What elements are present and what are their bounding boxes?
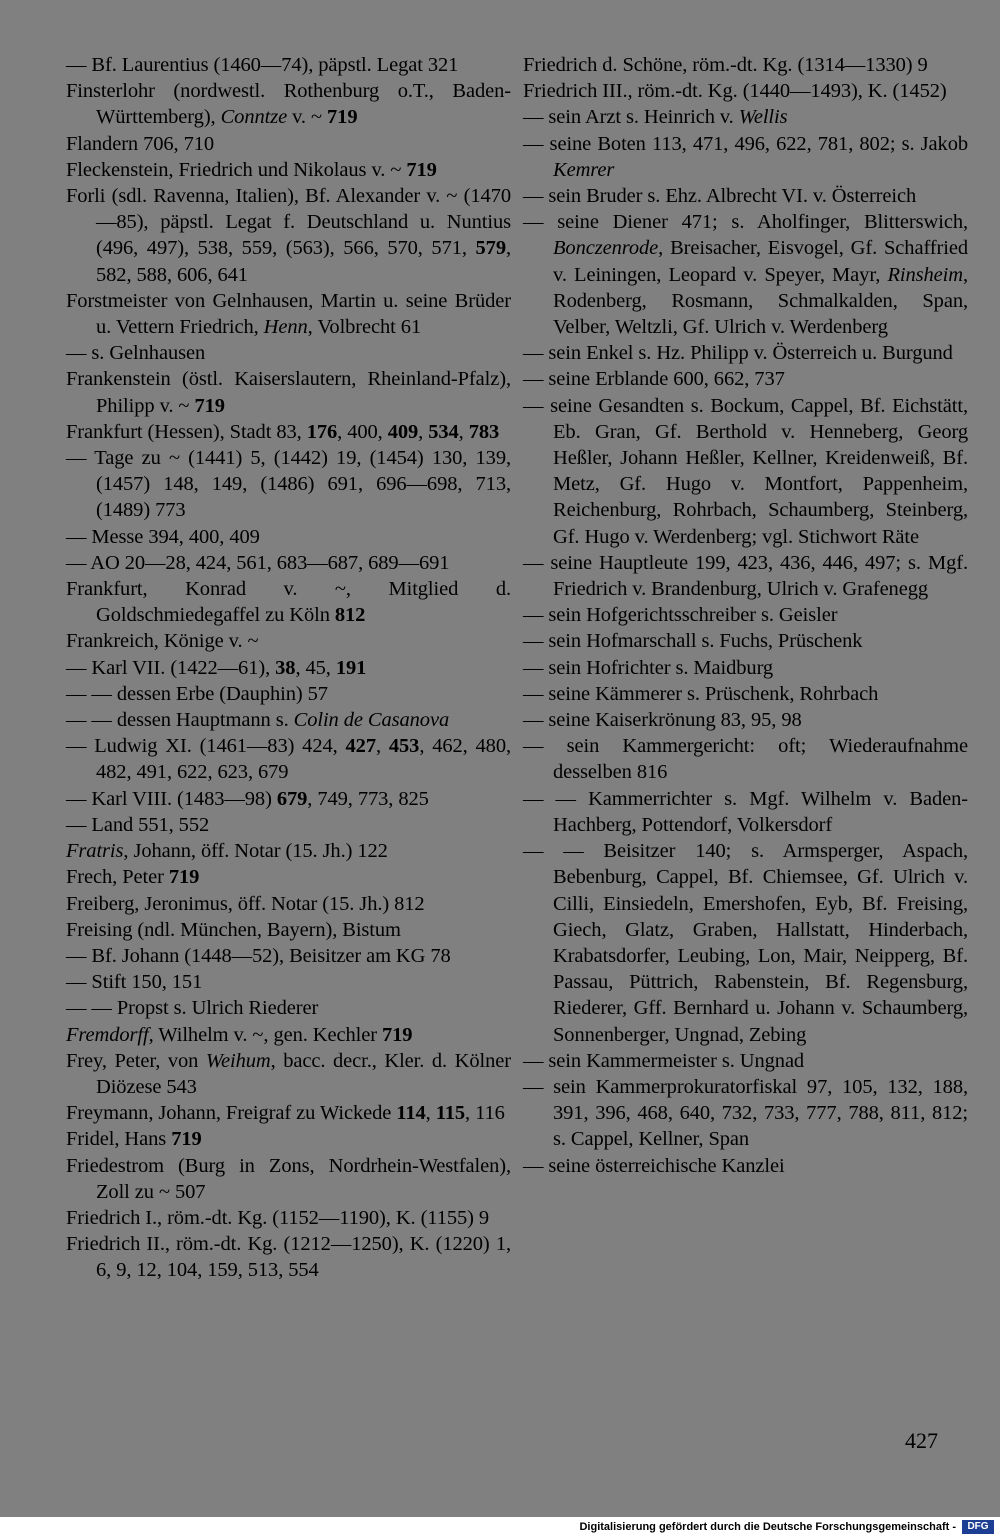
- index-entry: [523, 209, 968, 340]
- index-entry: [66, 1126, 511, 1152]
- entry-text: Fleckenstein, Friedrich und Nikolaus v. ~: [66, 158, 407, 181]
- page-ref-bold: 534: [428, 420, 459, 443]
- page-ref-bold: 719: [168, 866, 200, 889]
- index-entry: [523, 707, 968, 733]
- index-entry: [66, 366, 511, 418]
- index-entry: [66, 628, 511, 654]
- entry-text: , 749, 773, 825: [307, 787, 429, 810]
- entry-text: Friedrich d. Schöne, röm.-dt. Kg. (1314—1330) 9: [523, 54, 928, 76]
- page-ref-bold: 409: [387, 420, 419, 443]
- page-ref-bold: 719: [382, 1023, 413, 1046]
- entry-text: — sein Hofmarschall s. Fuchs, Prüschenk: [523, 630, 863, 653]
- name-italic: Conntze: [220, 106, 288, 129]
- entry-text: — — dessen Hauptmann s.: [66, 709, 294, 732]
- index-entry: [523, 550, 968, 602]
- entry-text: — Bf. Johann (1448—52), Beisitzer am KG 78: [66, 944, 451, 967]
- index-entry: [66, 707, 511, 733]
- index-entry: [66, 445, 511, 524]
- index-entry: [66, 864, 511, 890]
- index-entry: [523, 1074, 968, 1153]
- entry-text: , Breisacher, Eisvogel, Gf. Schaffried v. Leiningen, Leopard v. Speyer, Mayr,: [553, 237, 968, 286]
- page-ref-bold: 176: [306, 420, 338, 443]
- name-italic: Henn: [263, 316, 308, 339]
- index-entry: [523, 602, 968, 628]
- entry-text: Freymann, Johann, Freigraf zu Wickede: [66, 1102, 397, 1125]
- entry-text: Frankfurt (Hessen), Stadt 83,: [66, 420, 307, 443]
- entry-text: — Messe 394, 400, 409: [66, 525, 260, 548]
- entry-text: Frankreich, Könige v. ~: [66, 630, 259, 653]
- index-column-right: [523, 52, 968, 1179]
- entry-text: Forli (sdl. Ravenna, Italien), Bf. Alexander v. ~ (1470—85), päpstl. Legat f. Deutschland u. Nuntius (496, 497), 538, 559, (563), 566, 570, 571,: [66, 185, 511, 260]
- entry-text: — sein Arzt s. Heinrich v.: [523, 106, 739, 129]
- entry-text: Friedestrom (Burg in Zons, Nordrhein-Westfalen), Zoll zu ~ 507: [66, 1154, 511, 1203]
- index-entry: [66, 576, 511, 628]
- entry-text: — seine Kämmerer s. Prüschenk, Rohrbach: [523, 682, 879, 705]
- page-ref-bold: 191: [335, 656, 367, 679]
- page-ref-bold: 427: [345, 735, 376, 758]
- index-entry: [66, 786, 511, 812]
- page-ref-bold: 783: [468, 420, 500, 443]
- entry-text: , Johann, öff. Notar (15. Jh.) 122: [123, 840, 388, 863]
- entry-text: — seine Kaiserkrönung 83, 95, 98: [523, 709, 802, 732]
- index-entry: [66, 1100, 511, 1126]
- index-column-left: [66, 52, 511, 1284]
- index-entry: [523, 628, 968, 654]
- footer-credit: Digitalisierung gefördert durch die Deutsche Forschungsgemeinschaft -: [579, 1521, 956, 1533]
- entry-text: — sein Enkel s. Hz. Philipp v. Österreich u. Burgund: [523, 342, 953, 365]
- index-entry: [523, 655, 968, 681]
- name-italic: Colin de Casanova: [293, 709, 450, 732]
- index-entry: [66, 1205, 511, 1231]
- index-entry: [66, 969, 511, 995]
- entry-text: — s. Gelnhausen: [66, 342, 206, 365]
- name-italic: Fratris: [66, 840, 124, 863]
- entry-text: Frankenstein (östl. Kaiserslautern, Rheinland-Pfalz), Philipp v. ~: [66, 368, 511, 417]
- entry-text: Frech, Peter: [66, 866, 169, 889]
- entry-text: — Tage zu ~ (1441) 5, (1442) 19, (1454) 130, 139, (1457) 148, 149, (1486) 691, 696—698, 713, (1489) 773: [66, 447, 511, 522]
- entry-text: — — Kammerrichter s. Mgf. Wilhelm v. Baden-Hachberg, Pottendorf, Volkersdorf: [523, 787, 968, 836]
- entry-text: , Wilhelm v. ~, gen. Kechler: [148, 1023, 382, 1046]
- index-entry: [66, 812, 511, 838]
- index-entry: [523, 52, 968, 78]
- entry-text: — sein Hofrichter s. Maidburg: [523, 656, 774, 679]
- page-ref-bold: 679: [276, 787, 308, 810]
- page-ref-bold: 719: [194, 394, 225, 417]
- page-ref-bold: 114: [396, 1102, 426, 1125]
- entry-text: Frankfurt, Konrad v. ~, Mitglied d. Goldschmiedegaffel zu Köln: [66, 578, 511, 627]
- index-entry: [66, 995, 511, 1021]
- index-entry: [66, 52, 511, 78]
- page-number: 427: [905, 1428, 938, 1453]
- index-entry: [523, 393, 968, 550]
- entry-text: Freising (ndl. München, Bayern), Bistum: [66, 918, 401, 941]
- index-entry: [523, 366, 968, 392]
- index-entry: [523, 786, 968, 838]
- index-entry: [66, 733, 511, 785]
- index-entry: [66, 681, 511, 707]
- entry-text: — sein Kammermeister s. Ungnad: [523, 1049, 805, 1072]
- index-entry: [66, 1153, 511, 1205]
- page-ref-bold: 115: [435, 1102, 466, 1125]
- index-entry: [66, 288, 511, 340]
- index-entry: [66, 131, 511, 157]
- index-entry: [66, 1022, 511, 1048]
- page-ref-bold: 38: [275, 656, 296, 679]
- index-entry: [66, 183, 511, 288]
- entry-text: , bacc. decr., Kler. d. Kölner Diözese 543: [96, 1049, 511, 1098]
- entry-text: ,: [418, 420, 429, 443]
- entry-text: — sein Kammergericht: oft; Wiederaufnahme desselben 816: [523, 735, 968, 784]
- entry-text: ,: [375, 735, 389, 758]
- entry-text: — seine Boten 113, 471, 496, 622, 781, 802; s. Jakob: [523, 132, 968, 155]
- entry-text: Flandern 706, 710: [66, 132, 215, 155]
- entry-text: , Rodenberg, Rosmann, Schmalkalden, Span, Velber, Weltzli, Gf. Ulrich v. Werdenberg: [553, 263, 968, 339]
- index-entry: [66, 917, 511, 943]
- entry-text: ,: [425, 1102, 436, 1125]
- index-entry: [523, 733, 968, 785]
- entry-text: — Land 551, 552: [66, 813, 210, 836]
- entry-text: ,: [458, 420, 469, 443]
- page-ref-bold: 812: [334, 604, 366, 627]
- index-entry: [66, 157, 511, 183]
- index-entry: [66, 524, 511, 550]
- name-italic: Weihum: [205, 1049, 271, 1072]
- index-entry: [523, 1153, 968, 1179]
- entry-text: — seine Diener 471; s. Aholfinger, Blitterswich,: [523, 211, 968, 234]
- name-italic: Rinsheim: [887, 263, 963, 286]
- entry-text: — Ludwig XI. (1461—83) 424,: [66, 735, 346, 758]
- index-entry: [523, 131, 968, 183]
- index-entry: [66, 943, 511, 969]
- index-entry: [66, 340, 511, 366]
- entry-text: — — dessen Erbe (Dauphin) 57: [66, 682, 328, 705]
- entry-text: — seine Erblande 600, 662, 737: [523, 368, 785, 391]
- entry-text: — seine Hauptleute 199, 423, 436, 446, 497; s. Mgf. Friedrich v. Brandenburg, Ulrich v. Grafenegg: [523, 551, 968, 601]
- index-entry: [523, 183, 968, 209]
- index-entry: [523, 681, 968, 707]
- name-italic: Fremdorff: [66, 1023, 149, 1046]
- index-entry: [66, 550, 511, 576]
- index-entry: [523, 104, 968, 130]
- index-entry: [66, 891, 511, 917]
- entry-text: — sein Kammerprokuratorfiskal 97, 105, 132, 188, 391, 396, 468, 640, 732, 733, 777, 788, 811, 812; s. Cappel, Kellner, Span: [523, 1075, 968, 1151]
- entry-text: Freiberg, Jeronimus, öff. Notar (15. Jh.) 812: [66, 892, 425, 915]
- name-italic: Bonczenrode: [553, 237, 659, 260]
- entry-text: — — Beisitzer 140; s. Armsperger, Aspach, Bebenburg, Cappel, Bf. Chiemsee, Gf. Ulrich v. Cilli, Einsiedeln, Emershofen, Eyb, Bf. Freising, Giech, Glatz, Graben, Hallstatt, Hinderbach, Krabatsdorfer, Leubing, Lon, Mair, Neipperg, Bf. Passau, Püttrich, Rabenstein, Bf. Regensburg, Riederer, Gff. Bernhard u. Johann v. Schaumberg, Sonnenberger, Ungnad, Zebing: [523, 840, 968, 1046]
- entry-text: , 45,: [295, 656, 336, 679]
- entry-text: , 116: [465, 1102, 505, 1125]
- index-entry: [66, 1231, 511, 1283]
- entry-text: — sein Hofgerichtsschreiber s. Geisler: [523, 604, 838, 627]
- entry-text: Friedrich II., röm.-dt. Kg. (1212—1250), K. (1220) 1, 6, 9, 12, 104, 159, 513, 554: [66, 1233, 511, 1282]
- index-entry: [66, 1048, 511, 1100]
- entry-text: , 582, 588, 606, 641: [96, 237, 511, 286]
- entry-text: Forstmeister von Gelnhausen, Martin u. seine Brüder u. Vettern Friedrich,: [66, 289, 511, 339]
- entry-text: — Karl VII. (1422—61),: [66, 656, 276, 679]
- name-italic: Kemrer: [553, 158, 615, 181]
- entry-text: — AO 20—28, 424, 561, 683—687, 689—691: [66, 551, 450, 574]
- index-entry: [66, 838, 511, 864]
- entry-text: Friedrich III., röm.-dt. Kg. (1440—1493), K. (1452): [523, 80, 947, 103]
- entry-text: Finsterlohr (nordwestl. Rothenburg o.T., Baden-Württemberg),: [66, 80, 511, 129]
- page-ref-bold: 719: [327, 106, 358, 129]
- index-entry: [523, 838, 968, 1048]
- page-ref-bold: 719: [171, 1128, 202, 1151]
- entry-text: — Bf. Laurentius (1460—74), päpstl. Legat 321: [66, 54, 459, 76]
- page-ref-bold: 719: [406, 158, 437, 181]
- page-ref-bold: 579: [475, 237, 506, 260]
- entry-text: — seine Gesandten s. Bockum, Cappel, Bf. Eichstätt, Eb. Gran, Gf. Berthold v. Henneberg, Georg Heßler, Johann Heßler, Kellner, Kreidenweiß, Bf. Metz, Gf. Hugo v. Montfort, Pappenheim, Reichenburg, Rohrbach, Schaumberg, Steinberg, Gf. Hugo v. Werdenberg; vgl. Stichwort Räte: [523, 394, 968, 548]
- entry-text: Frey, Peter, von: [66, 1049, 206, 1072]
- index-entry: [523, 78, 968, 104]
- index-entry: [66, 419, 511, 445]
- entry-text: v. ~: [287, 106, 328, 129]
- name-italic: Wellis: [738, 106, 788, 129]
- entry-text: — — Propst s. Ulrich Riederer: [66, 997, 319, 1020]
- entry-text: — seine österreichische Kanzlei: [523, 1154, 785, 1177]
- entry-text: , Volbrecht 61: [307, 316, 422, 339]
- entry-text: — sein Bruder s. Ehz. Albrecht VI. v. Österreich: [523, 185, 917, 208]
- entry-text: , 462, 480, 482, 491, 622, 623, 679: [96, 735, 511, 784]
- entry-text: , 400,: [337, 420, 388, 443]
- index-entry: [523, 340, 968, 366]
- entry-text: — Stift 150, 151: [66, 971, 203, 994]
- entry-text: Fridel, Hans: [66, 1128, 172, 1151]
- dfg-logo: DFG: [962, 1520, 994, 1534]
- entry-text: Friedrich I., röm.-dt. Kg. (1152—1190), K. (1155) 9: [66, 1206, 490, 1229]
- page-ref-bold: 453: [388, 735, 420, 758]
- index-entry: [66, 655, 511, 681]
- index-entry: [66, 78, 511, 130]
- index-entry: [523, 1048, 968, 1074]
- entry-text: — Karl VIII. (1483—98): [66, 787, 277, 810]
